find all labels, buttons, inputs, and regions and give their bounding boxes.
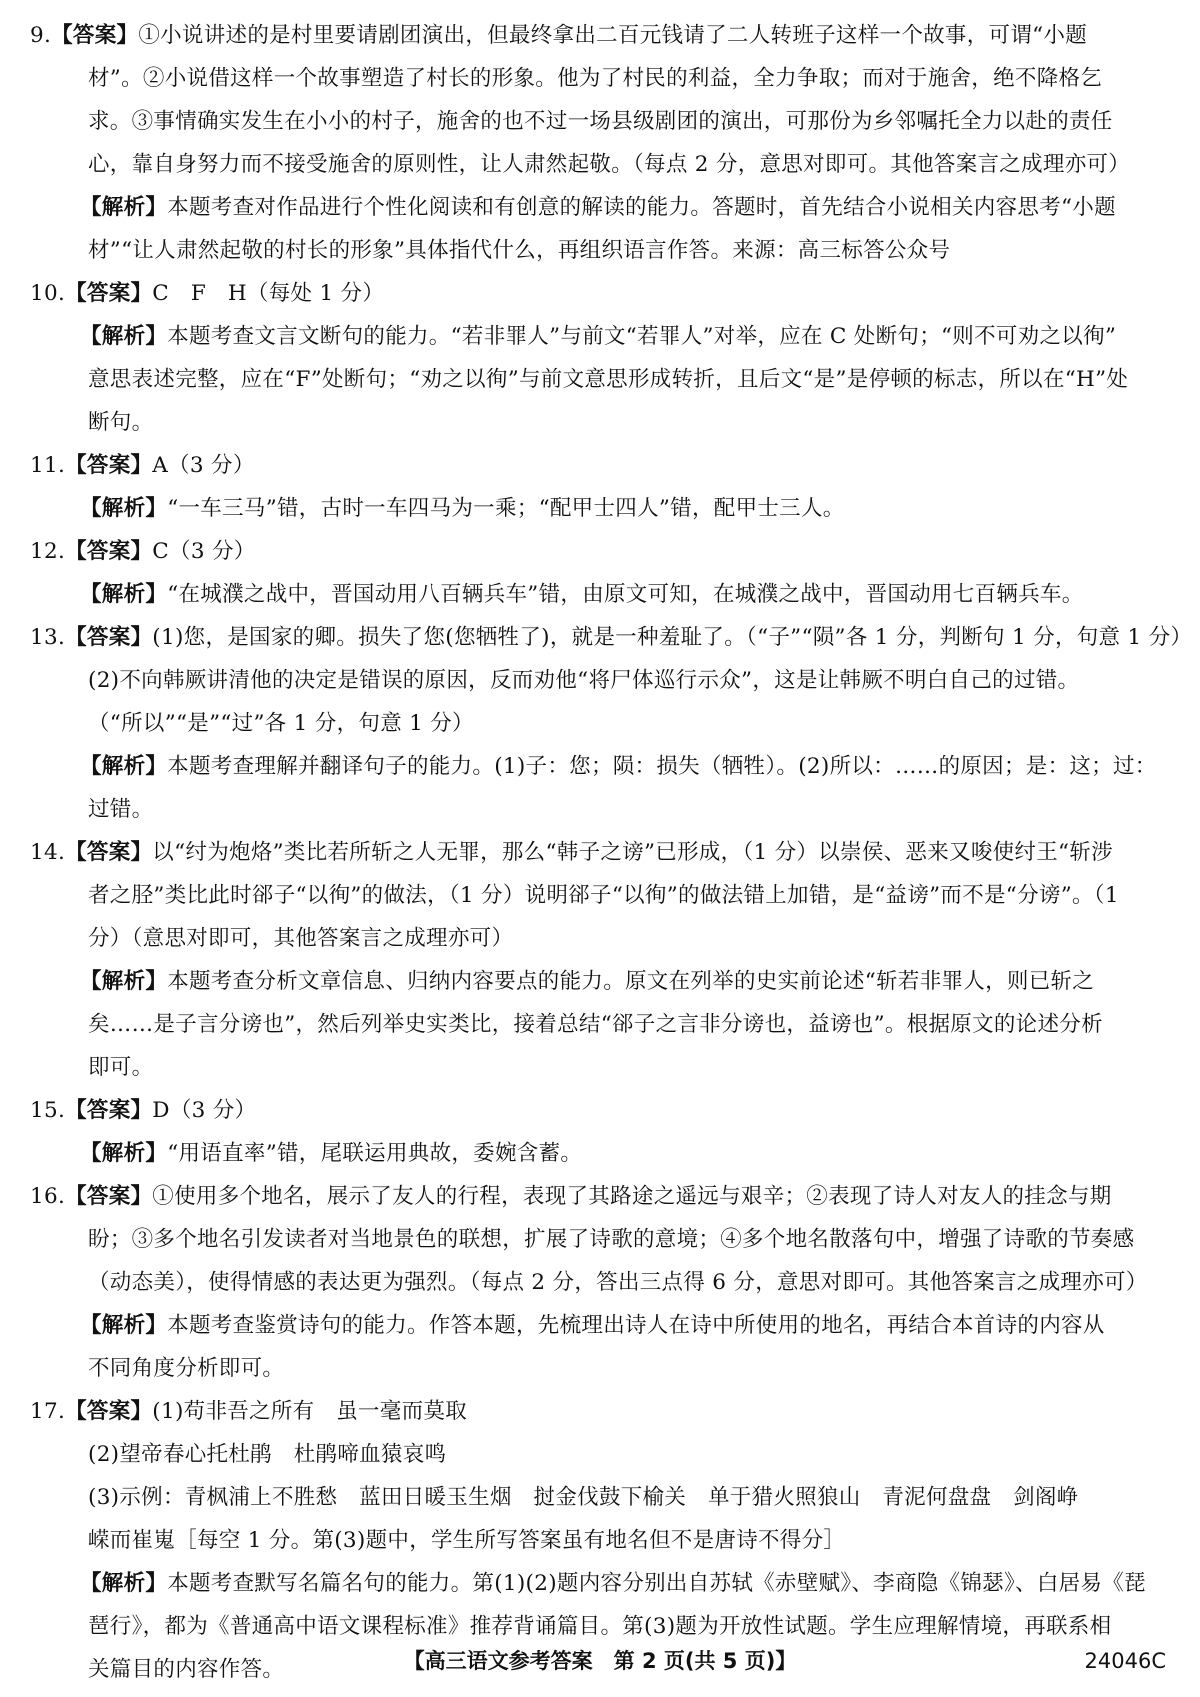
answer-tag: 【答案】: [65, 1184, 153, 1209]
answer-tag: 【答案】: [65, 1399, 153, 1424]
explanation-text: 不同角度分析即可。: [88, 1356, 285, 1381]
answer-line: [30, 1218, 1170, 1261]
question-9: [30, 14, 1170, 272]
answer-text: 者之胫”类比此时郤子“以徇”的做法，（1 分）说明郤子“以徇”的做法错上加错，是“益谤”而不是“分谤”。（1: [88, 883, 1119, 908]
explanation-text: 关篇目的内容作答。: [88, 1657, 285, 1682]
question-number: 13.: [30, 625, 66, 650]
explanation-text: “在城濮之战中，晋国动用八百辆兵车”错，由原文可知，在城濮之战中，晋国动用七百辆兵车。: [167, 582, 1084, 607]
explanation-line: [30, 745, 1170, 788]
answer-tag: 【答案】: [65, 281, 153, 306]
page-footer: [0, 1641, 1200, 1681]
question-number: 15.: [30, 1098, 66, 1123]
explanation-line: [30, 315, 1170, 358]
explanation-line: [30, 1046, 1170, 1089]
answer-text: 分）（意思对即可，其他答案言之成理亦可）: [88, 926, 514, 951]
answer-line: [30, 444, 1170, 487]
explanation-line: [30, 1304, 1170, 1347]
answer-text: 心，靠自身努力而不接受施舍的原则性，让人肃然起敬。（每点 2 分，意思对即可。其他答案言之成理亦可）: [88, 152, 1131, 177]
explanation-text: 本题考查对作品进行个性化阅读和有创意的解读的能力。答题时，首先结合小说相关内容思考“小题: [167, 195, 1116, 220]
explanation-text: 本题考查鉴赏诗句的能力。作答本题，先梳理出诗人在诗中所使用的地名，再结合本首诗的内容从: [167, 1313, 1105, 1338]
explanation-line: [30, 788, 1170, 831]
explanation-text: 琶行》，都为《普通高中语文课程标准》推荐背诵篇目。第(3)题为开放性试题。学生应理解情境，再联系相: [88, 1614, 1112, 1639]
explanation-text: 材”“让人肃然起敬的村长的形象”具体指代什么，再组织语言作答。来源：高三标答公众号: [88, 238, 951, 263]
explanation-text: 即可。: [88, 1055, 154, 1080]
explanation-text: 意思表述完整，应在“F”处断句；“劝之以徇”与前文意思形成转折，且后文“是”是停顿的标志，所以在“H”处: [88, 367, 1129, 392]
explanation-line: [30, 358, 1170, 401]
paper-code: 24046C: [1084, 1649, 1166, 1673]
question-number: 9.: [30, 23, 52, 48]
answer-content: [30, 14, 1193, 1691]
question-11: [30, 444, 1170, 530]
answer-line: [30, 530, 1170, 573]
explanation-line: [30, 229, 1170, 272]
answer-text: 盼；③多个地名引发读者对当地景色的联想，扩展了诗歌的意境；④多个地名散落句中，增强了诗歌的节奏感: [88, 1227, 1135, 1252]
explanation-line: [30, 1347, 1170, 1390]
explanation-line: [30, 1132, 1170, 1175]
explanation-line: [30, 1003, 1170, 1046]
answer-line: (2)不向韩厥讲清他的决定是错误的原因，反而劝他“将尸体巡行示众”，这是让韩厥不明白自己的过错。: [88, 668, 1080, 693]
answer-text: 材”。②小说借这样一个故事塑造了村长的形象。他为了村民的利益，全力争取；而对于施舍，绝不降格乞: [88, 66, 1103, 91]
answer-line: [30, 874, 1170, 917]
answer-line: （“所以”“是”“过”各 1 分，句意 1 分）: [88, 711, 474, 736]
answer-line: [30, 1175, 1170, 1218]
answer-line: [30, 616, 1193, 659]
explanation-text: 过错。: [88, 797, 154, 822]
answer-text: （动态美），使得情感的表达更为强烈。（每点 2 分，答出三点得 6 分，意思对即可。其他答案言之成理亦可）: [88, 1270, 1148, 1295]
explanation-tag: 【解析】: [80, 1571, 168, 1596]
question-number: 16.: [30, 1184, 66, 1209]
explanation-line: [30, 960, 1170, 1003]
answer-text: (1)您，是国家的卿。损失了您(您牺牲了)，就是一种羞耻了。（“子”“陨”各 1 分，判断句 1 分，句意 1 分）: [152, 625, 1193, 650]
explanation-text: 本题考查理解并翻译句子的能力。(1)子：您；陨：损失（牺牲）。(2)所以：……的原因；是：这；过：: [167, 754, 1157, 779]
footer-title: 【高三语文参考答案 第 2 页(共 5 页)】: [403, 1649, 797, 1673]
explanation-line: [30, 573, 1170, 616]
answer-tag: 【答案】: [65, 1098, 153, 1123]
answer-line: [30, 272, 1170, 315]
answer-text: C（3 分）: [152, 539, 256, 564]
explanation-text: “一车三马”错，古时一车四马为一乘；“配甲士四人”错，配甲士三人。: [167, 496, 845, 521]
explanation-tag: 【解析】: [80, 582, 168, 607]
answer-tag: 【答案】: [65, 625, 153, 650]
answer-line: [30, 1089, 1170, 1132]
answer-line: [30, 917, 1170, 960]
answer-text: A（3 分）: [152, 453, 255, 478]
answer-text: 求。③事情确实发生在小小的村子，施舍的也不过一场县级剧团的演出，可那份为乡邻嘱托全力以赴的责任: [88, 109, 1113, 134]
answer-text: ①使用多个地名，展示了友人的行程，表现了其路途之遥远与艰辛；②表现了诗人对友人的挂念与期: [152, 1184, 1112, 1209]
explanation-text: 矣……是子言分谤也”，然后列举史实类比，接着总结“郤子之言非分谤也，益谤也”。根据原文的论述分析: [88, 1012, 1103, 1037]
question-number: 14.: [30, 840, 66, 865]
explanation-line: [30, 487, 1170, 530]
answer-text: C F H（每处 1 分）: [152, 281, 385, 306]
answer-tag: 【答案】: [51, 23, 139, 48]
question-number: 11.: [30, 453, 66, 478]
answer-text: 以“纣为炮烙”类比若所斩之人无罪，那么“韩子之谤”已形成，（1 分）以崇侯、恶来又唆使纣王“斩涉: [152, 840, 1113, 865]
answer-tag: 【答案】: [65, 453, 153, 478]
question-number: 17.: [30, 1399, 66, 1424]
answer-text: D（3 分）: [152, 1098, 257, 1123]
answer-tag: 【答案】: [65, 539, 153, 564]
explanation-text: 本题考查默写名篇名句的能力。第(1)(2)题内容分别出自苏轼《赤壁赋》、李商隐《锦瑟》、白居易《琵: [167, 1571, 1146, 1596]
answer-line: (3)示例：青枫浦上不胜愁 蓝田日暖玉生烟 挝金伐鼓下榆关 单于猎火照狼山 青泥何盘盘 剑阁峥: [88, 1485, 1079, 1510]
question-13: [30, 616, 1193, 831]
answer-line: [30, 1390, 1170, 1433]
question-14: [30, 831, 1170, 1089]
answer-tag: 【答案】: [65, 840, 153, 865]
explanation-line: [30, 401, 1170, 444]
explanation-tag: 【解析】: [80, 324, 168, 349]
answer-line: [30, 143, 1170, 186]
explanation-text: “用语直率”错，尾联运用典故，委婉含蓄。: [167, 1141, 583, 1166]
explanation-line: [30, 186, 1170, 229]
explanation-text: 本题考查文言文断句的能力。“若非罪人”与前文“若罪人”对举，应在 C 处断句；“则不可劝之以徇”: [167, 324, 1117, 349]
question-15: [30, 1089, 1170, 1175]
answer-line: [30, 57, 1170, 100]
answer-text: ①小说讲述的是村里要请剧团演出，但最终拿出二百元钱请了二人转班子这样一个故事，可谓“小题: [138, 23, 1088, 48]
question-12: [30, 530, 1170, 616]
explanation-tag: 【解析】: [80, 1141, 168, 1166]
answer-line: [30, 14, 1170, 57]
answer-line: [30, 1261, 1170, 1304]
question-number: 12.: [30, 539, 66, 564]
explanation-tag: 【解析】: [80, 969, 168, 994]
question-10: [30, 272, 1170, 444]
answer-line: 嵘而崔嵬［每空 1 分。第(3)题中，学生所写答案虽有地名但不是唐诗不得分］: [88, 1528, 846, 1553]
explanation-text: 断句。: [88, 410, 154, 435]
explanation-tag: 【解析】: [80, 754, 168, 779]
explanation-tag: 【解析】: [80, 496, 168, 521]
explanation-text: 本题考查分析文章信息、归纳内容要点的能力。原文在列举的史实前论述“斩若非罪人，则已斩之: [167, 969, 1095, 994]
explanation-tag: 【解析】: [80, 1313, 168, 1338]
explanation-line: [30, 1562, 1170, 1605]
question-16: [30, 1175, 1170, 1390]
answer-line: [30, 100, 1170, 143]
answer-text: (1)苟非吾之所有 虽一毫而莫取: [152, 1399, 468, 1424]
question-number: 10.: [30, 281, 66, 306]
answer-line: [30, 831, 1170, 874]
answer-line: (2)望帝春心托杜鹃 杜鹃啼血猿哀鸣: [88, 1442, 447, 1467]
explanation-tag: 【解析】: [80, 195, 168, 220]
